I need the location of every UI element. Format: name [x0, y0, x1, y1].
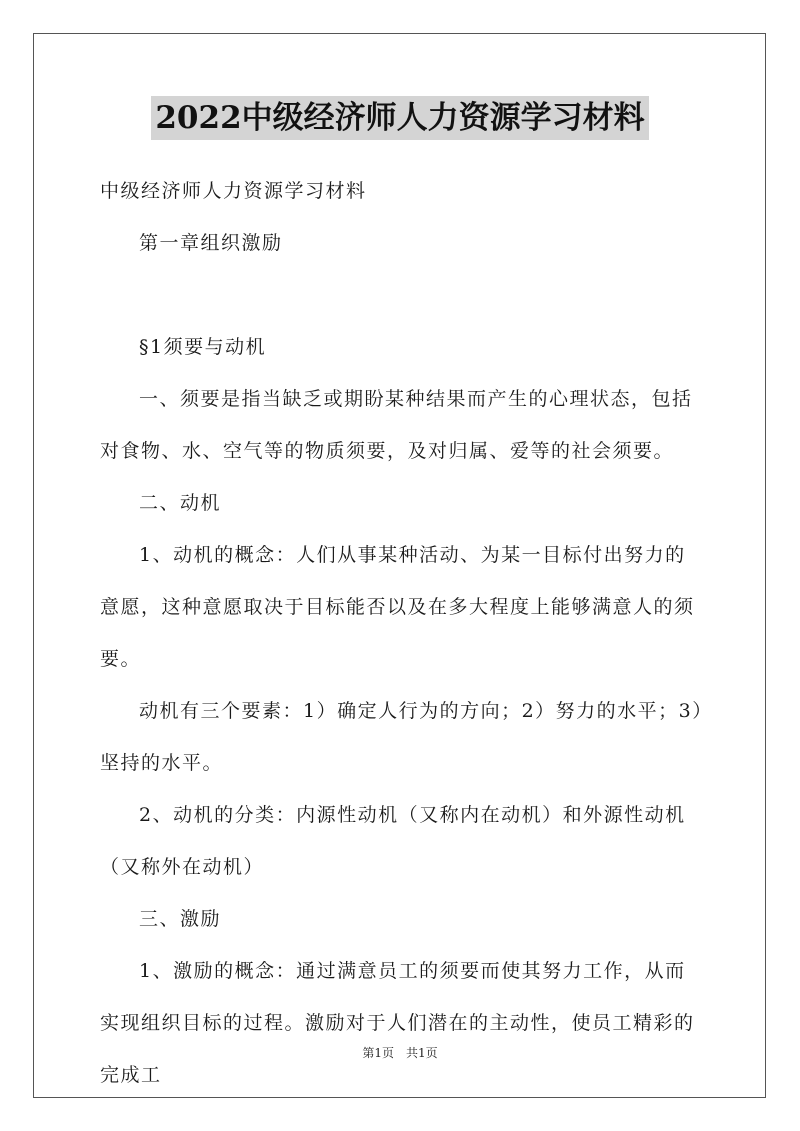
paragraph-section-heading: §1须要与动机	[139, 336, 267, 358]
paragraph-motivation-types: 2、动机的分类：内源性动机（又称内在动机）和外源性动机（又称外在动机）	[100, 804, 686, 878]
page-footer	[0, 1045, 800, 1061]
paragraph-incentive-concept: 1、激励的概念：通过满意员工的须要而使其努力工作，从而实现组织目标的过程。激励对于人们潜在的主动性，使员工精彩的完成工	[100, 960, 695, 1086]
paragraph-subtitle: 中级经济师人力资源学习材料	[100, 180, 367, 202]
page-number: 第1页	[362, 1046, 394, 1060]
paragraph-motivation-elements: 动机有三个要素：1）确定人行为的方向；2）努力的水平；3）坚持的水平。	[100, 700, 704, 774]
paragraph-motivation-concept: 1、动机的概念：人们从事某种活动、为某一目标付出努力的意愿，这种意愿取决于目标能否以及在多大程度上能够满意人的须要。	[100, 544, 695, 670]
paragraph-motivation-heading: 二、动机	[139, 492, 222, 514]
document-body	[100, 165, 704, 1101]
paragraph-needs-definition: 一、须要是指当缺乏或期盼某种结果而产生的心理状态，包括对食物、水、空气等的物质须要，及对归属、爱等的社会须要。	[100, 388, 693, 462]
page-total: 共1页	[406, 1046, 438, 1060]
blank-line	[100, 269, 704, 321]
document-title: 2022中级经济师人力资源学习材料	[151, 96, 648, 140]
paragraph-chapter-heading: 第一章组织激励	[139, 232, 283, 254]
title-area	[0, 96, 800, 140]
paragraph-incentive-heading: 三、激励	[139, 908, 222, 930]
